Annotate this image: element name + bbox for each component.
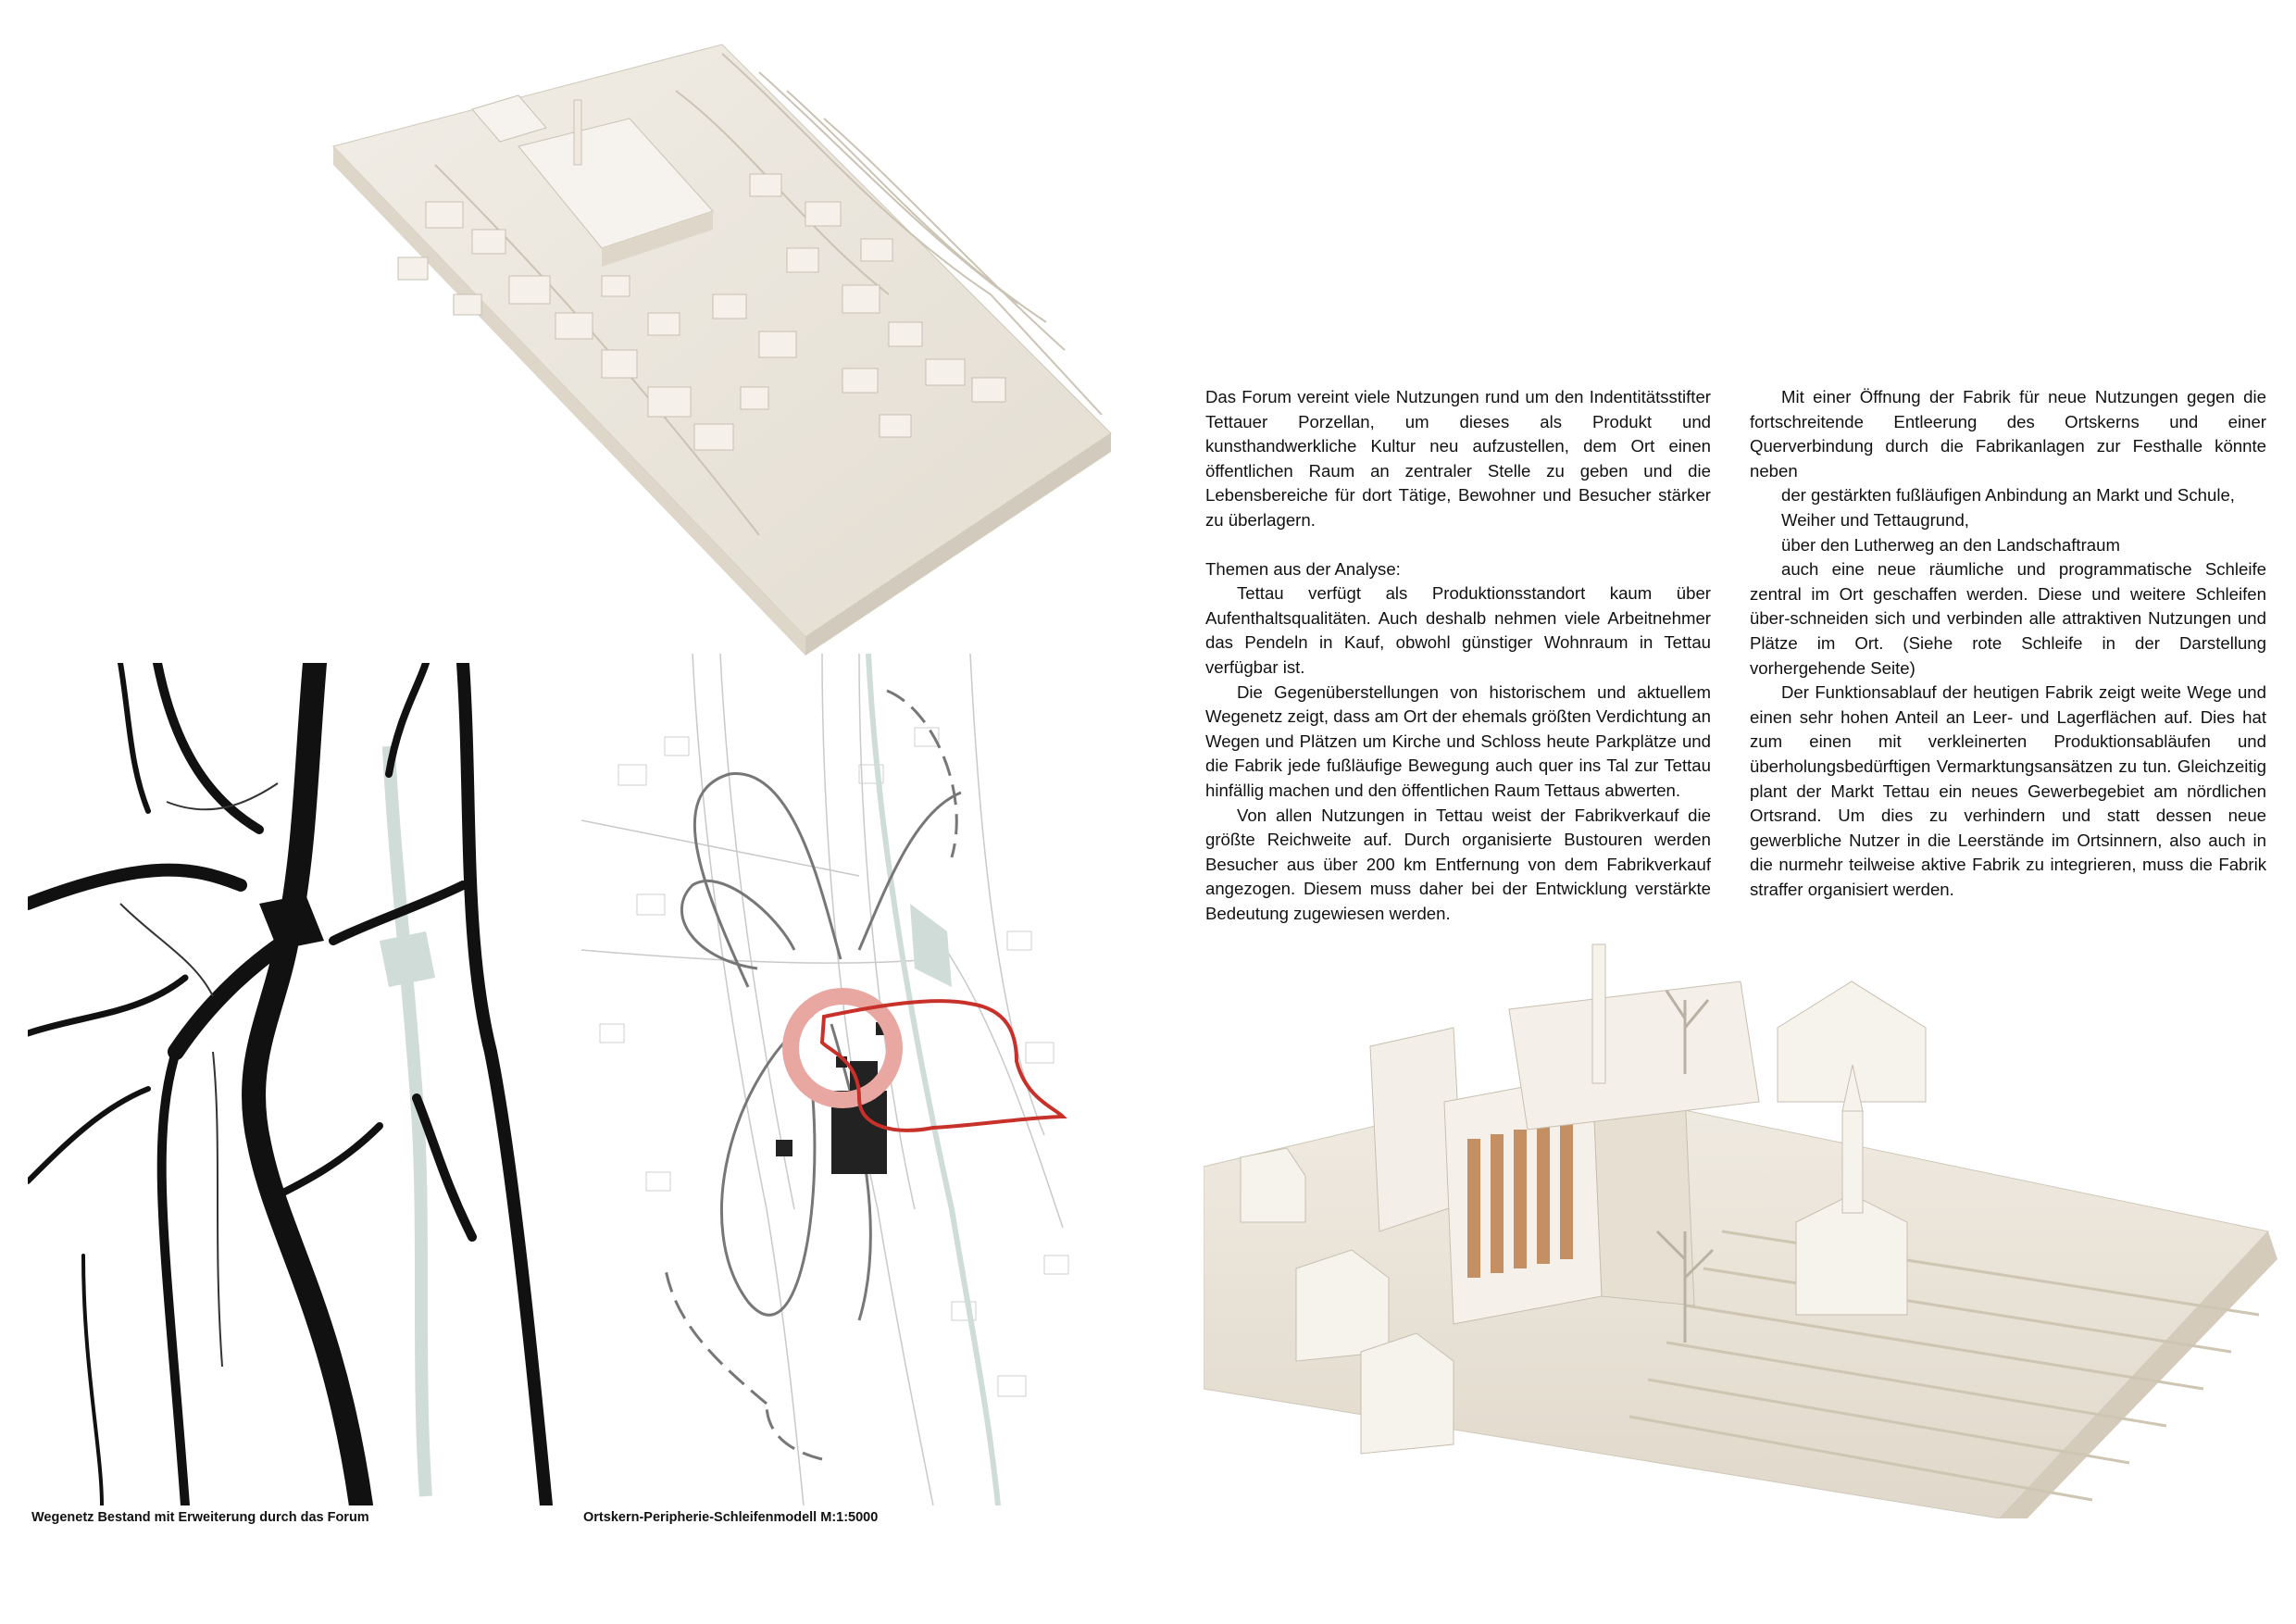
paragraph-heading: Themen aus der Analyse: <box>1205 558 1401 579</box>
list-item: der gestärkten fußläufigen Anbindung an Markt und Schule, <box>1781 485 2235 506</box>
path-network-map <box>28 663 555 1505</box>
paragraph: Das Forum vereint viele Nutzungen rund um den Indentitätsstifter Tettauer Porzellan, um dieses als Produkt und kunsthandwerkliche Kultur neu aufzustellen, dem Ort einen öffentlichen Raum an zentraler Stelle zu geben und die Lebensbereiche für dort Tätige, Bewohner und Besucher stärker zu überlagern. <box>1205 387 1711 530</box>
text-column-right <box>1750 385 2266 902</box>
paragraph: Tettau verfügt als Produktionsstandort kaum über Aufenthaltsqualitäten. Auch deshalb nehmen viele Arbeitnehmer das Pendeln in Kauf, obwohl günstiger Wohnraum in Tettau verfügbar ist. <box>1205 583 1711 677</box>
paragraph: Die Gegenüberstellungen von historischem und aktuellem Wegenetz zeigt, dass am Ort der ehemals größten Verdichtung an Wegen und Plätzen um Kirche und Schloss heute Parkplätze und die Fabrik jede fußläufige Bewegung auch quer ins Tal zur Tettau hinfällig machen und den öffentlichen Raum Tettaus abwerten. <box>1205 681 1711 800</box>
list-item: Weiher und Tettaugrund, <box>1781 509 1969 530</box>
site-model-photo <box>324 17 1120 656</box>
paragraph: Von allen Nutzungen in Tettau weist der Fabrikverkauf die größte Reichweite auf. Durch organisierte Bustouren werden Besucher aus über 200 km Entfernung von dem Fabrikverkauf angezogen. Diesem muss daher bei der Entwicklung verstärkte Bedeutung zugewiesen werden. <box>1205 805 1711 923</box>
paragraph: Der Funktionsablauf der heutigen Fabrik zeigt weite Wege und einen sehr hohen Anteil an Leer- und Lagerflächen auf. Dies hat zum einen mit verkleinerten Produktionsabläufen und überholungsbedürftigen Vermarktungsansätzen zu tun. Gleichzeitig plant der Markt Tettau ein neues Gewerbegebiet am nördlichen Ortsrand. Um dies zu verhindern und statt dessen neue gewerbliche Nutzer in die Leerstände im Ortsinnern, also auch in die nurmehr teilweise aktive Fabrik zu integrieren, muss die Fabrik straffer organisiert werden. <box>1750 682 2266 899</box>
factory-model-photo <box>1204 926 2277 1518</box>
text-column-left <box>1205 385 1711 926</box>
caption-loop-model: Ortskern-Peripherie-Schleifenmodell M:1:5000 <box>583 1510 879 1525</box>
loop-model-map <box>581 654 1118 1505</box>
caption-path-network: Wegenetz Bestand mit Erweiterung durch das Forum <box>31 1510 369 1525</box>
list-item: über den Lutherweg an den Landschaftraum <box>1781 534 2120 555</box>
paragraph: Mit einer Öffnung der Fabrik für neue Nutzungen gegen die fortschreitende Entleerung des Ortskerns und einer Querverbindung durch die Fabrikanlagen zur Festhalle könnte neben <box>1750 387 2266 481</box>
paragraph: auch eine neue räumliche und programmatische Schleife zentral im Ort geschaffen werden. Diese und weitere Schleifen über-schneiden sich und verbinden alle attraktiven Nutzungen und Plätze im Ort. (Siehe rote Schleife in der Darstellung vorhergehende Seite) <box>1750 559 2266 678</box>
